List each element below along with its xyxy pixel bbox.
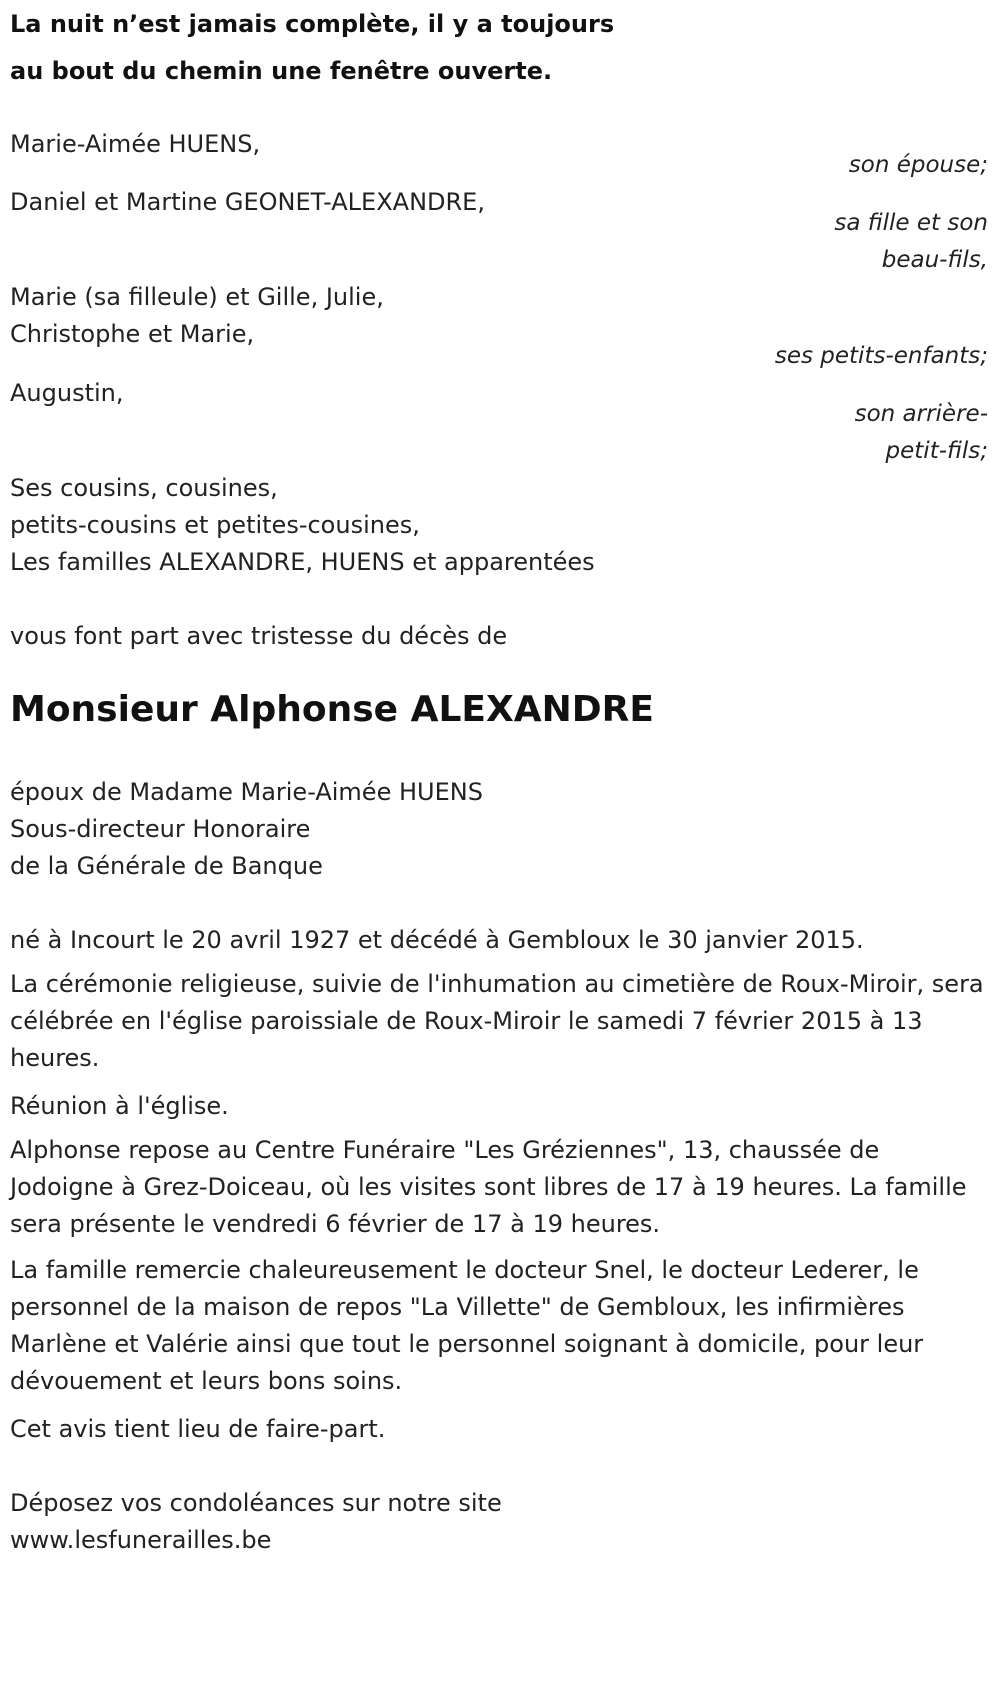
details-line-2: Sous-directeur Honoraire — [10, 815, 311, 843]
family-spouse-name: Marie-Aimée HUENS, — [10, 130, 261, 158]
quote-line-2: au bout du chemin une fenêtre ouverte. — [10, 57, 553, 85]
family-greatgrandson-relation-line-2: petit-fils; — [885, 438, 988, 464]
family-daughter-relation-line-1: sa fille et son — [834, 210, 988, 236]
ceremony-paragraph: La cérémonie religieuse, suivie de l'inhumation au cimetière de Roux-Miroir, sera célébrée en l'église paroissiale de Roux-Miroir le samedi 7 février 2015 à 13 heures. — [10, 970, 984, 1072]
thanks-paragraph: La famille remercie chaleureusement le docteur Snel, le docteur Lederer, le personnel de la maison de repos "La Villette" de Gembloux, les infirmières Marlène et Valérie ainsi que tout le personnel soignant à domicile, pour leur dévouement et leurs bons soins. — [10, 1256, 924, 1395]
family-greatgrandson-name: Augustin, — [10, 379, 124, 407]
family-grandchildren-relation: ses petits-enfants; — [774, 343, 988, 369]
family-daughter-relation-line-2: beau-fils, — [881, 247, 988, 273]
others-line-2: petits-cousins et petites-cousines, — [10, 511, 420, 539]
family-spouse-relation: son épouse; — [848, 152, 988, 178]
family-greatgrandson-relation-line-1: son arrière- — [854, 401, 988, 427]
announcement: vous font part avec tristesse du décès de — [10, 622, 508, 650]
repose-paragraph: Alphonse repose au Centre Funéraire "Les Gréziennes", 13, chaussée de Jodoigne à Grez-Doiceau, où les visites sont libres de 17 à 19 heures. La famille sera présente le vendredi 6 février de 17 à 19 heures. — [10, 1136, 967, 1238]
family-grandchildren-name-line-1: Marie (sa filleule) et Gille, Julie, — [10, 283, 384, 311]
reunion-paragraph: Réunion à l'église. — [10, 1092, 229, 1120]
footer-website: www.lesfunerailles.be — [10, 1526, 272, 1554]
others-line-1: Ses cousins, cousines, — [10, 474, 278, 502]
notice-paragraph: Cet avis tient lieu de faire-part. — [10, 1415, 386, 1443]
quote-line-1: La nuit n’est jamais complète, il y a toujours — [10, 10, 615, 38]
deceased-name: Monsieur Alphonse ALEXANDRE — [10, 689, 654, 730]
footer-line-1: Déposez vos condoléances sur notre site — [10, 1489, 502, 1517]
family-daughter-name: Daniel et Martine GEONET-ALEXANDRE, — [10, 188, 485, 216]
others-line-3: Les familles ALEXANDRE, HUENS et apparentées — [10, 548, 595, 576]
family-grandchildren-name-line-2: Christophe et Marie, — [10, 320, 255, 348]
details-line-1: époux de Madame Marie-Aimée HUENS — [10, 778, 483, 806]
birth-death-paragraph: né à Incourt le 20 avril 1927 et décédé à Gembloux le 30 janvier 2015. — [10, 926, 864, 954]
details-line-3: de la Générale de Banque — [10, 852, 323, 880]
